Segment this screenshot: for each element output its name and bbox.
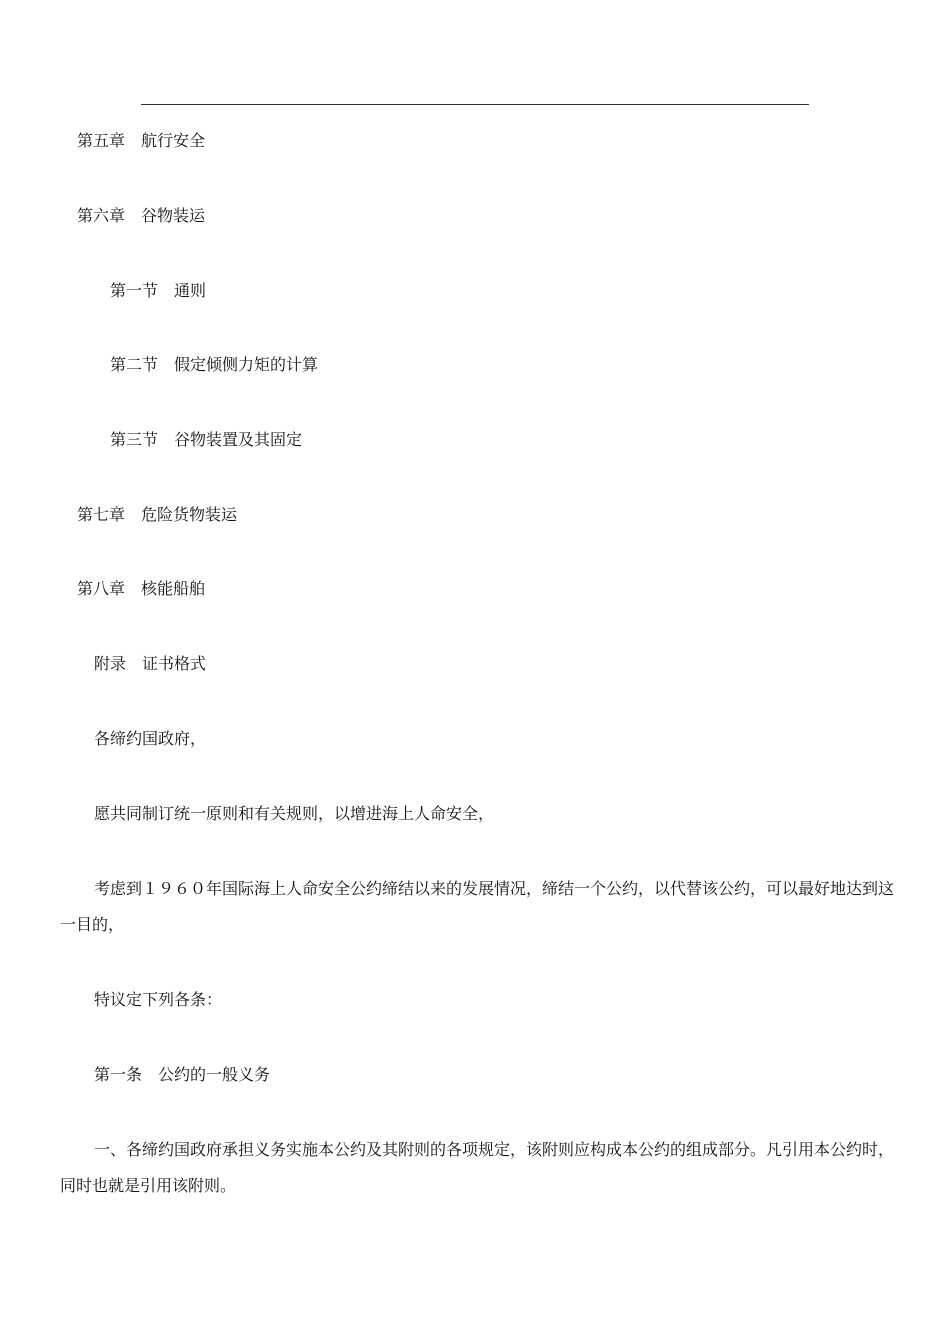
preamble-agreed: 特议定下列各条： bbox=[94, 990, 223, 1009]
toc-chapter-6-section-1: 第一节 通则 bbox=[110, 281, 207, 300]
toc-chapter-8: 第八章 核能船舶 bbox=[77, 579, 206, 598]
preamble-address: 各缔约国政府， bbox=[94, 729, 207, 748]
toc-chapter-6-section-2: 第二节 假定倾侧力矩的计算 bbox=[110, 355, 319, 374]
preamble-desire: 愿共同制订统一原则和有关规则，以增进海上人命安全， bbox=[94, 804, 495, 823]
header-rule bbox=[141, 104, 809, 105]
toc-chapter-6-section-3: 第三节 谷物装置及其固定 bbox=[110, 430, 303, 449]
toc-chapter-7: 第七章 危险货物装运 bbox=[77, 505, 238, 524]
preamble-considering: 考虑到１９６０年国际海上人命安全公约缔结以来的发展情况，缔结一个公约，以代替该公约，可以最好地达到这一目的， bbox=[60, 879, 895, 934]
article-1-title: 第一条 公约的一般义务 bbox=[94, 1065, 271, 1084]
article-1-paragraph-1: 一、各缔约国政府承担义务实施本公约及其附则的各项规定，该附则应构成本公约的组成部分。凡引用本公约时，同时也就是引用该附则。 bbox=[60, 1140, 895, 1195]
toc-chapter-6: 第六章 谷物装运 bbox=[77, 206, 206, 225]
toc-appendix: 附录 证书格式 bbox=[94, 654, 207, 673]
toc-chapter-5: 第五章 航行安全 bbox=[77, 131, 206, 150]
